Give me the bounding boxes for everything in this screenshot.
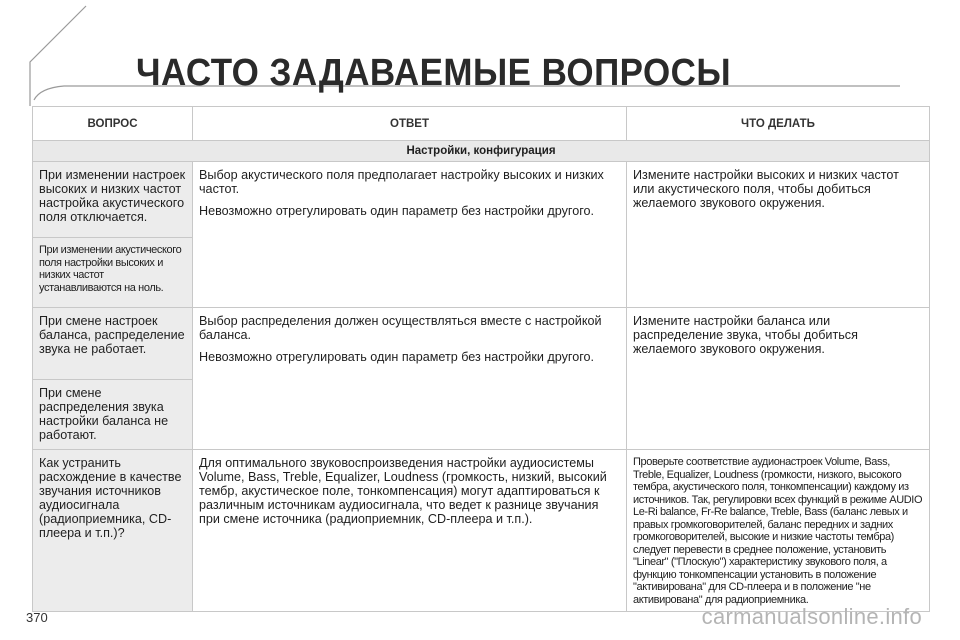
answer-cell: Для оптимального звуковоспроизведения настройки аудиосистемы Volume, Bass, Treble, Equalizer, Loudness (громкость, низкий, высокий тембр, акустическое поле, тонкомпенсация) могут адаптироваться к различным источникам аудиосигнала, что ведет к разнице звучания при смене источника (радиоприемник, CD-плеера и т.п.). <box>193 450 627 612</box>
table-row <box>33 450 930 612</box>
table-row <box>33 162 930 238</box>
action-cell: Измените настройки высоких и низких частот или акустического поля, чтобы добиться желаемого звукового окружения. <box>627 162 930 308</box>
column-header-action: ЧТО ДЕЛАТЬ <box>627 107 930 141</box>
page-number: 370 <box>26 610 48 625</box>
answer-paragraph: Выбор распределения должен осуществляться вместе с настройкой баланса. <box>199 314 602 342</box>
answer-cell <box>193 308 627 450</box>
question-cell: При смене настроек баланса, распределение звука не работает. <box>33 308 193 380</box>
question-cell: Как устранить расхождение в качестве звучания источников аудиосигнала (радиоприемника, CD-плеера и т.п.)? <box>33 450 193 612</box>
question-cell: При изменении настроек высоких и низких частот настройка акустического поля отключается. <box>33 162 193 238</box>
page-title: ЧАСТО ЗАДАВАЕМЫЕ ВОПРОСЫ <box>136 52 732 94</box>
table-row <box>33 308 930 380</box>
section-row <box>33 141 930 162</box>
action-cell: Проверьте соответствие аудионастроек Volume, Bass, Treble, Equalizer, Loudness (громкости, низкого, высокого тембра, акустического поля, тонкомпенсации) каждому из источников. Так, регулировки всех функций в режиме AUDIO Le-Ri balance, Fr-Re balance, Treble, Bass (баланс левых и правых громкоговорителей, баланс передних и задних громкоговорителей, высокие и низкие частоты тембра) следует перевести в среднее положение, установить "Linear" ("Плоскую") характеристику звукового поля, а функцию тонкомпенсации установить в положение "активирована" для CD-плеера и в положение "не активирована" для радиоприемника. <box>627 450 930 612</box>
watermark: carmanualsonline.info <box>701 604 922 629</box>
answer-paragraph: Невозможно отрегулировать один параметр без настройки другого. <box>199 350 595 364</box>
column-header-question: ВОПРОС <box>33 107 193 141</box>
answer-paragraph: Невозможно отрегулировать один параметр без настройки другого. <box>199 204 595 218</box>
action-cell: Измените настройки баланса или распределение звука, чтобы добиться желаемого звукового окружения. <box>627 308 930 450</box>
table-header-row <box>33 107 930 141</box>
answer-paragraph: Выбор акустического поля предполагает настройку высоких и низких частот. <box>199 168 604 196</box>
section-title: Настройки, конфигурация <box>33 141 930 162</box>
answer-cell <box>193 162 627 308</box>
faq-table <box>32 106 930 612</box>
question-cell: При изменении акустического поля настройки высоких и низких частот устанавливаются на ноль. <box>33 238 193 308</box>
question-cell: При смене распределения звука настройки баланса не работают. <box>33 380 193 450</box>
column-header-answer: ОТВЕТ <box>193 107 627 141</box>
